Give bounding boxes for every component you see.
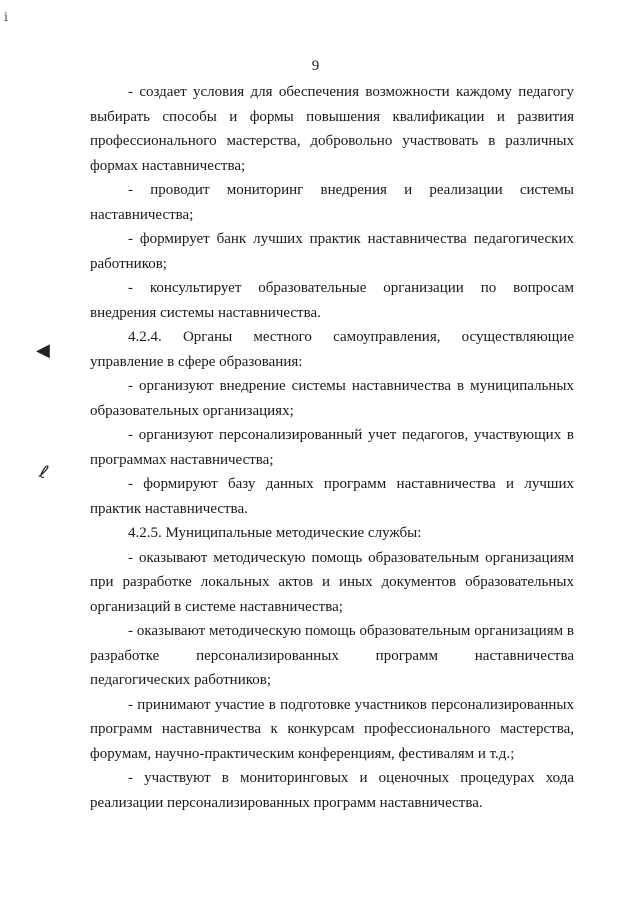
paragraph-organize-implementation: - организуют внедрение системы наставничества в муниципальных образовательных организациях; <box>90 378 574 419</box>
paragraph-programs-help: - оказывают методическую помощь образовательным организациям в разработке персонализированных программ наставничества педагогических работников; <box>90 623 574 688</box>
paragraph-practice-bank: - формирует банк лучших практик наставничества педагогических работников; <box>90 231 574 272</box>
paragraph-conditions: - создает условия для обеспечения возможности каждому педагогу выбирать способы и формы повышения квалификации и развития профессионального мастерства, добровольно участвовать в различных формах наставничества; <box>90 84 574 174</box>
margin-arrow-mark: ◀ <box>36 340 50 361</box>
paragraph-monitoring: - проводит мониторинг внедрения и реализации системы наставничества; <box>90 182 574 223</box>
paragraph-monitoring-procedures: - участвуют в мониторинговых и оценочных процедурах хода реализации персонализированных программ наставничества. <box>90 770 574 811</box>
scan-corner-mark: ⅰ <box>4 10 8 24</box>
page-number: 9 <box>311 58 320 74</box>
section-4-2-4-heading: 4.2.4. Органы местного самоуправления, осуществляющие управление в сфере образования: <box>90 329 574 370</box>
paragraph-local-acts-help: - оказывают методическую помощь образовательным организациям при разработке локальных актов и иных документов образовательных организаций в системе наставничества; <box>90 549 574 615</box>
paragraph-database: - формируют базу данных программ наставничества и лучших практик наставничества. <box>90 476 574 517</box>
margin-tick-mark: ℓ <box>36 461 51 484</box>
paragraph-contests-participation: - принимают участие в подготовке участников персонализированных программ наставничества к конкурсам профессионального мастерства, форумам, научно-практическим конференциям, фестивалям и т.д.; <box>90 696 574 762</box>
document-body <box>90 80 574 815</box>
paragraph-personalized-accounting: - организуют персонализированный учет педагогов, участвующих в программах наставничества; <box>90 427 574 468</box>
section-4-2-5-heading: 4.2.5. Муниципальные методические службы: <box>128 525 422 541</box>
paragraph-consulting: - консультирует образовательные организации по вопросам внедрения системы наставничества. <box>90 280 574 321</box>
